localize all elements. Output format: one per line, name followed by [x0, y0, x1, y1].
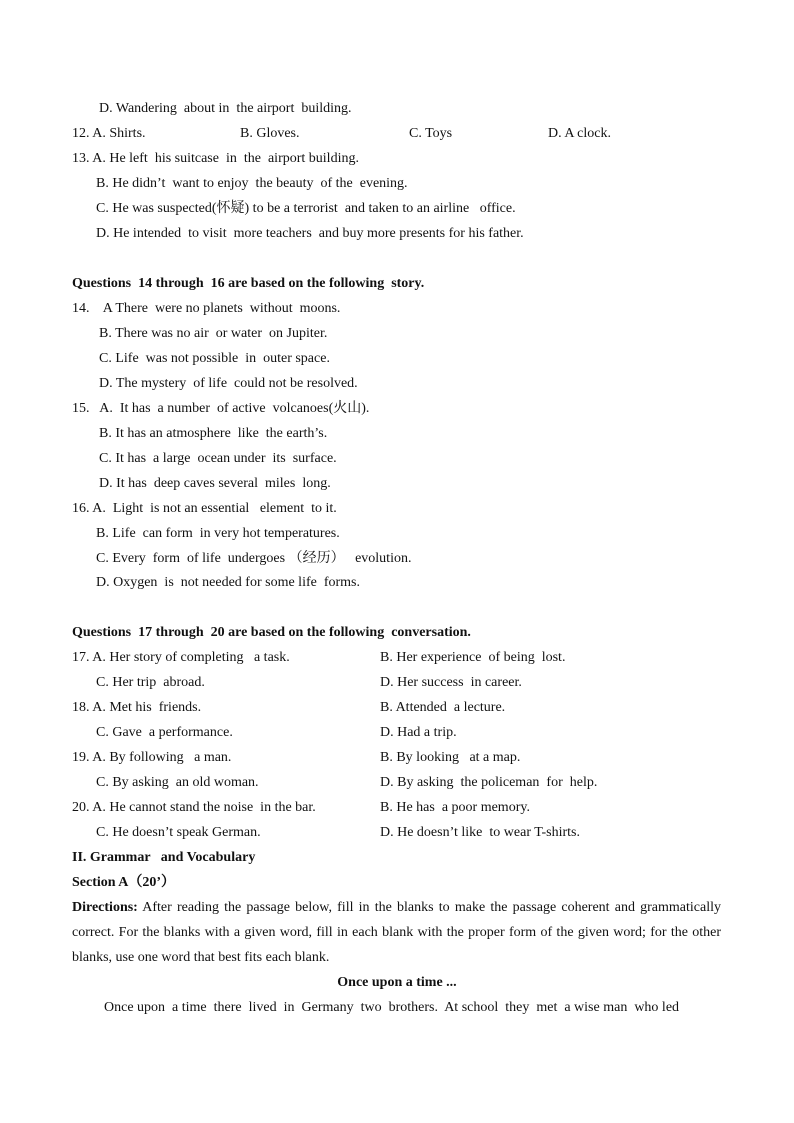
q15-option-c: C. It has a large ocean under its surface. [99, 451, 337, 466]
q18-option-d: D. Had a trip. [380, 725, 457, 740]
passage-title: Once upon a time ... [337, 975, 457, 990]
directions-paragraph [72, 895, 721, 970]
q19-option-b: B. By looking at a map. [380, 750, 521, 765]
q12-option-a: 12. A. Shirts. [72, 126, 146, 141]
section-heading-17-20: Questions 17 through 20 are based on the following conversation. [72, 625, 471, 640]
passage-first-line: Once upon a time there lived in Germany two brothers. At school they met a wise man who led [104, 1000, 680, 1015]
directions-text: After reading the passage below, fill in the blanks to make the passage coherent and grammatically correct. For the blanks with a given word, fill in each blank with the proper form of the given word; for the other blanks, use one word that best fits each blank. [72, 900, 721, 965]
q13-option-b: B. He didn’t want to enjoy the beauty of the evening. [96, 176, 408, 191]
q14-option-d: D. The mystery of life could not be resolved. [99, 376, 358, 391]
q16-option-d: D. Oxygen is not needed for some life forms. [96, 575, 360, 590]
q19-option-c: C. By asking an old woman. [96, 775, 259, 790]
q12-option-b: B. Gloves. [240, 126, 300, 141]
q16-option-a: 16. A. Light is not an essential element to it. [72, 501, 337, 516]
q11-option-d: D. Wandering about in the airport building. [99, 101, 352, 116]
q13-option-d: D. He intended to visit more teachers and buy more presents for his father. [96, 226, 524, 241]
q20-option-c: C. He doesn’t speak German. [96, 825, 261, 840]
q15-option-d: D. It has deep caves several miles long. [99, 476, 331, 491]
q12-option-d: D. A clock. [548, 126, 611, 141]
q13-option-c: C. He was suspected(怀疑) to be a terrorist and taken to an airline office. [96, 201, 516, 216]
section-heading-14-16: Questions 14 through 16 are based on the following story. [72, 276, 425, 291]
q17-option-c: C. Her trip abroad. [96, 675, 205, 690]
q16-option-b: B. Life can form in very hot temperatures. [96, 526, 340, 541]
q20-option-a: 20. A. He cannot stand the noise in the bar. [72, 800, 316, 815]
q18-option-a: 18. A. Met his friends. [72, 700, 202, 715]
q15-option-a: 15. A. It has a number of active volcanoes(火山). [72, 401, 370, 416]
q15-option-b: B. It has an atmosphere like the earth’s. [99, 426, 328, 441]
q13-option-a: 13. A. He left his suitcase in the airport building. [72, 151, 359, 166]
q18-option-b: B. Attended a lecture. [380, 700, 506, 715]
q12-option-c: C. Toys [409, 126, 453, 141]
q17-option-b: B. Her experience of being lost. [380, 650, 566, 665]
q18-option-c: C. Gave a performance. [96, 725, 233, 740]
q14-option-a: 14. A There were no planets without moons. [72, 301, 341, 316]
directions-label: Directions: [72, 900, 138, 915]
q19-option-d: D. By asking the policeman for help. [380, 775, 598, 790]
part-heading: II. Grammar and Vocabulary [72, 850, 256, 865]
section-a-heading: Section A（20’） [72, 875, 176, 890]
q14-option-c: C. Life was not possible in outer space. [99, 351, 330, 366]
q17-option-d: D. Her success in career. [380, 675, 522, 690]
q14-option-b: B. There was no air or water on Jupiter. [99, 326, 328, 341]
q16-option-c: C. Every form of life undergoes （经历） evolution. [96, 551, 412, 566]
q20-option-b: B. He has a poor memory. [380, 800, 530, 815]
q20-option-d: D. He doesn’t like to wear T-shirts. [380, 825, 580, 840]
q17-option-a: 17. A. Her story of completing a task. [72, 650, 290, 665]
q19-option-a: 19. A. By following a man. [72, 750, 232, 765]
